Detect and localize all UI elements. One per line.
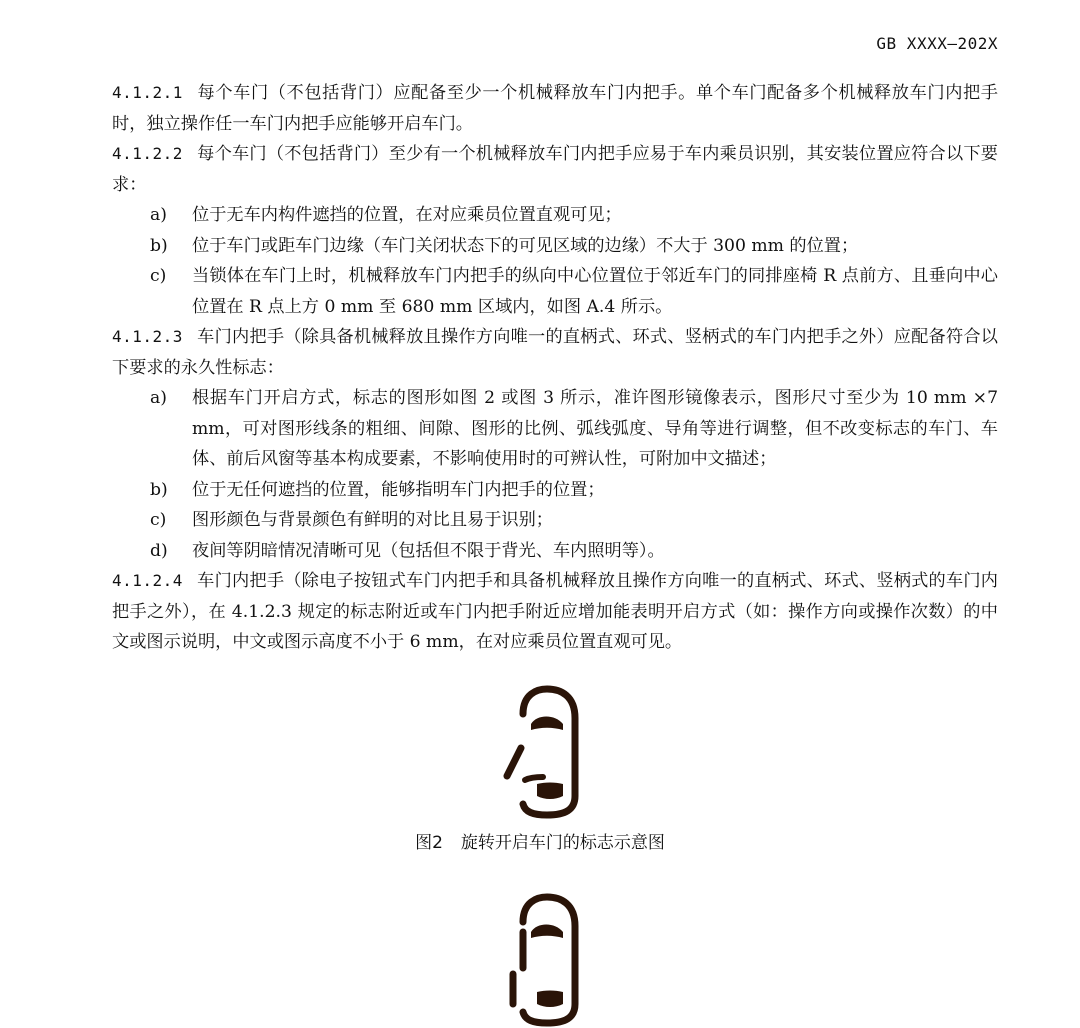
item-text: 位于无车内构件遮挡的位置，在对应乘员位置直观可见；: [192, 205, 622, 225]
list-item: [112, 231, 998, 262]
clause-number: 4.1.2.2: [112, 144, 183, 163]
list-item: [112, 475, 998, 506]
clause-number: 4.1.2.3: [112, 327, 183, 346]
item-text: 当锁体在车门上时，机械释放车门内把手的纵向中心位置位于邻近车门的同排座椅 R 点前方、且垂向中心位置在 R 点上方 0 mm 至 680 mm 区域内，如图 A.4 所示。: [192, 266, 998, 317]
clause-number: 4.1.2.1: [112, 83, 183, 102]
figure-caption: [0, 828, 1080, 853]
figure-3: [0, 892, 1080, 1028]
clause-number: 4.1.2.4: [112, 571, 183, 590]
list-item: [112, 383, 998, 475]
clause-text: 车门内把手（除具备机械释放且操作方向唯一的直柄式、环式、竖柄式的车门内把手之外）应配备符合以下要求的永久性标志：: [112, 327, 998, 378]
list-item: [112, 536, 998, 567]
item-mark: b): [150, 479, 168, 500]
clause-text: 车门内把手（除电子按钮式车门内把手和具备机械释放且操作方向唯一的直柄式、环式、竖柄式的车门内把手之外），在 4.1.2.3 规定的标志附近或车门内把手附近应增加能表明开启方式（如：操作方向或操作次数）的中文或图示说明，中文或图示高度不小于 6 mm，在对应乘员位置直观可见。: [112, 571, 998, 652]
item-text: 位于无任何遮挡的位置，能够指明车门内把手的位置；: [192, 479, 605, 500]
figure-2: [0, 684, 1080, 853]
item-text: 图形颜色与背景颜色有鲜明的对比且易于识别；: [192, 510, 553, 530]
clause-4-1-2-4: [112, 566, 998, 658]
item-mark: c): [150, 510, 167, 530]
car-door-sliding-icon: [495, 892, 585, 1028]
item-mark: a): [150, 388, 167, 408]
clause-text: 每个车门（不包括背门）应配备至少一个机械释放车门内把手。单个车门配备多个机械释放车门内把手时，独立操作任一车门内把手应能够开启车门。: [112, 83, 998, 134]
item-mark: c): [150, 266, 167, 286]
figure-number: 图2: [415, 833, 443, 853]
standard-code: GB XXXX—202X: [876, 34, 998, 53]
clause-4-1-2-3: [112, 322, 998, 383]
item-text: 位于车门或距车门边缘（车门关闭状态下的可见区域的边缘）不大于 300 mm 的位置；: [192, 235, 859, 256]
item-mark: b): [150, 235, 168, 256]
car-door-rotating-icon: [495, 684, 585, 820]
item-mark: d): [150, 540, 168, 561]
clause-text: 每个车门（不包括背门）至少有一个机械释放车门内把手应易于车内乘员识别，其安装位置应符合以下要求：: [112, 144, 998, 195]
item-text: 夜间等阴暗情况清晰可见（包括但不限于背光、车内照明等）。: [192, 540, 665, 561]
list-item: [112, 261, 998, 322]
clause-4-1-2-1: [112, 78, 998, 139]
list-item: [112, 200, 998, 231]
list-item: [112, 505, 998, 536]
item-mark: a): [150, 205, 167, 225]
clause-4-1-2-2: [112, 139, 998, 200]
item-text: 根据车门开启方式，标志的图形如图 2 或图 3 所示，准许图形镜像表示，图形尺寸至少为 10 mm ×7 mm，可对图形线条的粗细、间隙、图形的比例、弧线弧度、导角等进行调整，但不改变标志的车门、车体、前后风窗等基本构成要素，不影响使用时的可辨认性，可附加中文描述；: [192, 388, 998, 469]
figure-title: 旋转开启车门的标志示意图: [460, 833, 665, 853]
body-text: [112, 78, 998, 658]
